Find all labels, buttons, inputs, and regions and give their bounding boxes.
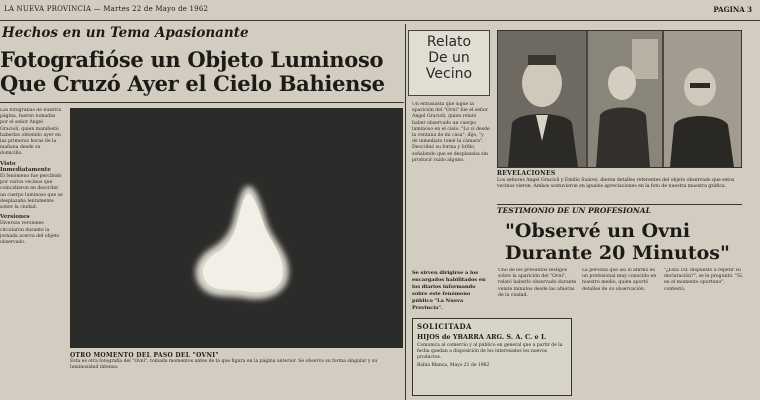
testimony-column-2: La persona que así lo afirmó es un profesional muy conocido en nuestro medio, quien aportó detalles de su observación.	[582, 268, 657, 292]
relato-box	[408, 30, 490, 96]
second-headline-line1: "Observé un Ovni	[505, 220, 691, 242]
page-number: PAGINA 3	[713, 5, 752, 14]
portrait-photos	[497, 30, 742, 168]
main-headline-line1: Fotografióse un Objeto Luminoso	[0, 47, 384, 72]
divider	[0, 102, 404, 103]
second-headline-line2: Durante 20 Minutos"	[505, 242, 730, 264]
ufo-photograph	[70, 108, 403, 348]
left-column	[0, 108, 64, 398]
relato-line3: Vecino	[425, 66, 473, 82]
middle-column: Un entusiasta que sigue la aparición del "Ovni" fue el señor Angel Gracioli, quien relató haber observado un cuerpo luminoso en el cielo. "Lo vi desde la ventana de mi casa", dijo, "y de inmediato tomé la cámara". Describió su forma y brillo, señalando que se desplazaba sin producir ruido alguno.	[412, 102, 490, 163]
revelaciones-title: REVELACIONES	[497, 170, 556, 177]
main-headline	[0, 48, 405, 96]
solicitada-ad	[412, 318, 572, 396]
photo-caption	[70, 352, 403, 371]
left-para-3: Diversas versiones circularon durante la jornada acerca del objeto observado.	[0, 221, 60, 246]
left-para-1: Las fotografías de nuestra página, fueron tomadas por el señor Angel Gracioli, quien manifestó haberlas obtenido ayer en las primeras horas de la mañana desde su domicilio.	[0, 108, 62, 157]
testimony-column-3: "¿Está Ud. dispuesto a repetir su declaración?", se le preguntó. "Sí, en el momento oportuno", contestó.	[664, 268, 744, 292]
box-note: Se sirven dirigirse a los encargados habilitados en los diarios informando sobre este fenómeno público "La Nueva Provincia".	[412, 270, 486, 311]
article-kicker: Hechos en un Tema Apasionante	[2, 25, 249, 41]
portrait-photo-1	[498, 31, 586, 167]
left-subhead-1: Visto Inmediatamente	[0, 160, 51, 173]
ad-footer: Bahía Blanca, Mayo 21 de 1962	[417, 363, 490, 368]
relato-line1: Relato	[426, 34, 472, 50]
ad-title: SOLICITADA	[417, 322, 472, 331]
ad-company: HIJOS de YBARRA ARG. S. A. C. e I.	[417, 333, 547, 341]
luminous-object	[188, 178, 298, 308]
ad-text: Comunica al comercio y al público en general que a partir de la fecha quedan a disposición de los interesados los nuevos productos.	[417, 343, 563, 360]
column-rule	[405, 24, 406, 400]
testimonio-label: TESTIMONIO DE UN PROFESIONAL	[497, 206, 651, 215]
caption-title: OTRO MOMENTO DEL PASO DEL "OVNI"	[70, 352, 219, 359]
second-headline	[505, 220, 745, 264]
left-subhead-2: Versiones	[0, 214, 30, 221]
relato-line2: De un	[428, 50, 470, 66]
testimony-column-1: Uno de los presuntos testigos sobre la aparición del "Ovni", relató haberlo observado durante veinte minutos desde las afueras de la ciudad.	[498, 268, 577, 298]
portrait-photo-2	[588, 31, 662, 167]
left-para-2: El fenómeno fue percibido por varios vecinos que coincidieron en describir un cuerpo luminoso que se desplazaba lentamente sobre la ciudad.	[0, 174, 63, 211]
main-headline-line2: Que Cruzó Ayer el Cielo Bahiense	[0, 71, 385, 96]
portrait-photo-3	[664, 31, 741, 167]
page-header	[0, 0, 760, 21]
divider	[497, 204, 742, 205]
revelaciones-text: Los señores Angel Gracioli y Emilio Suárez, dieron detalles referentes del objeto observado que estos vecinos vieron. Ambos sostuvieron en iguales apreciaciones en la foto de nuestra muestra gráfica.	[497, 178, 735, 189]
header-masthead: LA NUEVA PROVINCIA — Martes 22 de Mayo de 1962	[4, 5, 209, 13]
caption-text: Esta es otra fotografía del "Ovni", tomada momentos antes de la que figura en la página anterior. Se observa su forma singular y su luminosidad intensa.	[70, 359, 378, 371]
